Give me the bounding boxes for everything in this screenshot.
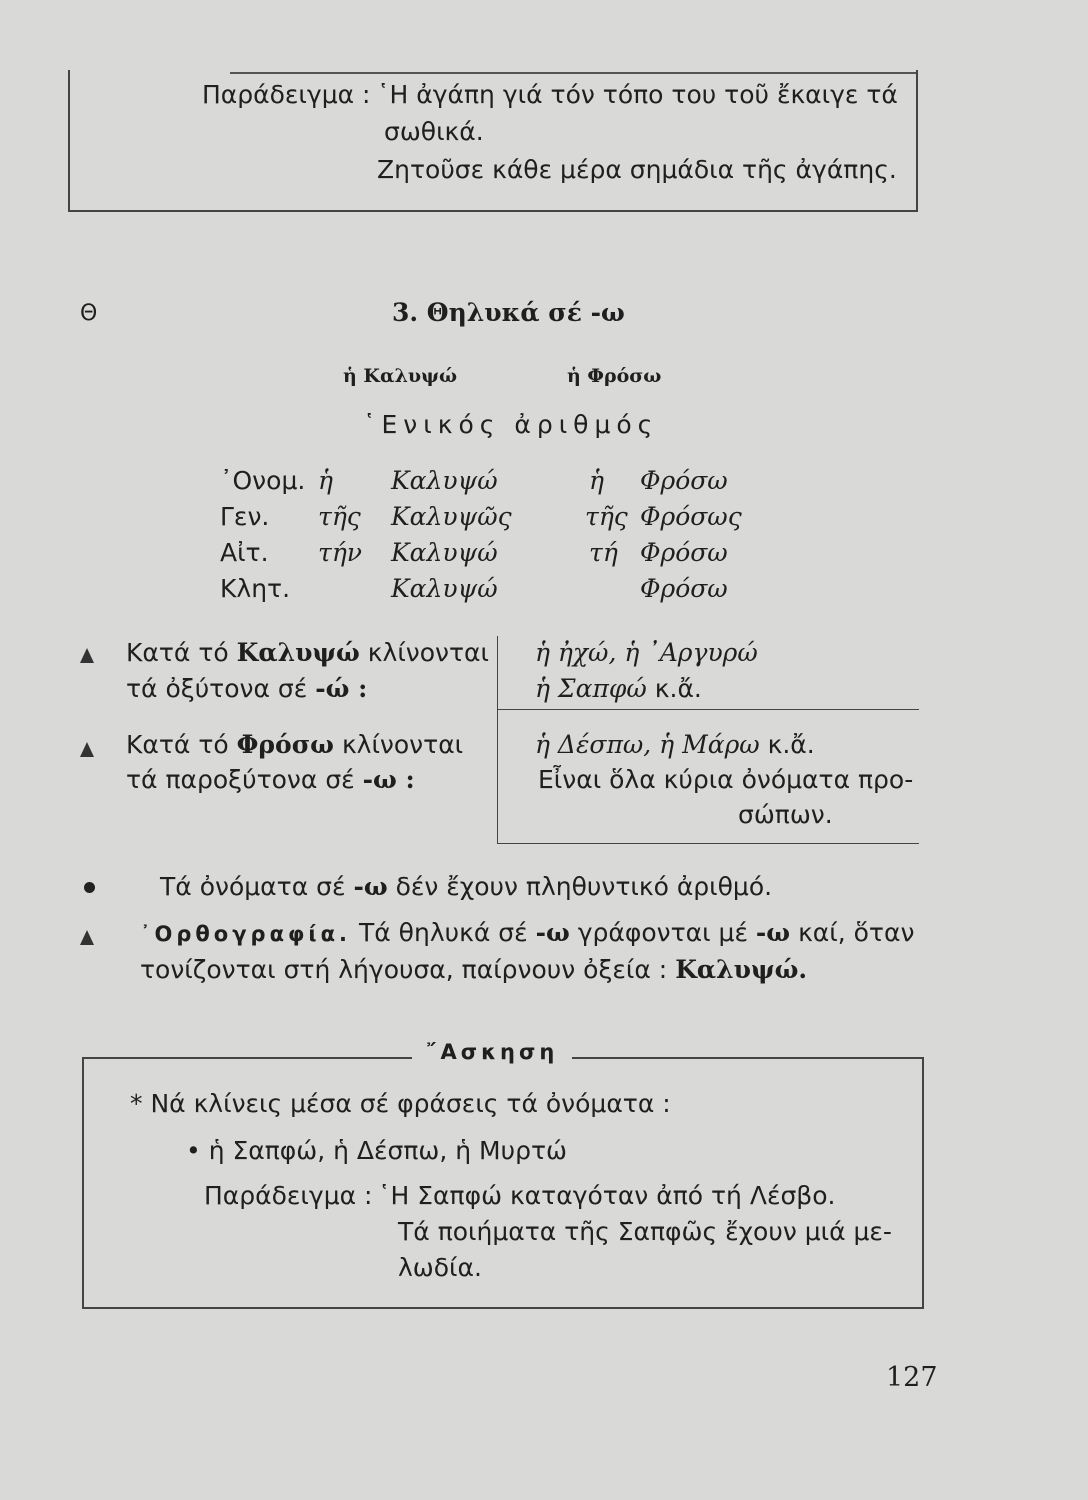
triangle-marker-icon	[80, 648, 94, 663]
section-marker-icon: Θ	[80, 301, 98, 326]
plural-note-pre: Τά ὀνόματα σέ	[160, 872, 346, 901]
number-heading: ῾Ενικός ἀριθμός	[363, 410, 659, 439]
case-genitive: Γεν.	[220, 502, 270, 531]
case-vocative: Κλητ.	[220, 574, 291, 603]
note-1-right-1: ἡ ἠχώ, ἡ ᾿Αργυρώ	[535, 638, 758, 667]
article-1-genitive: τῆς	[318, 502, 361, 531]
word-2-vocative: Φρόσω	[640, 574, 728, 603]
note-1-pre: Κατά τό	[126, 638, 229, 667]
exercise-example-label: Παράδειγμα :	[204, 1181, 373, 1210]
exercise-title: ῎Ασκηση	[412, 1040, 572, 1064]
exercise-words: • ἡ Σαπφώ, ἡ Δέσπω, ἡ Μυρτώ	[186, 1136, 567, 1165]
word-1-genitive: Καλυψῶς	[391, 502, 512, 531]
triangle-marker-icon	[80, 930, 94, 945]
exercise-example-3: λωδία.	[398, 1253, 482, 1282]
triangle-marker-icon	[80, 742, 94, 757]
orthography-text-a: Τά θηλυκά σέ	[358, 918, 528, 947]
note-1-right-2-abbr: κ.ἄ.	[654, 674, 702, 703]
note-1-line-2	[126, 674, 367, 704]
column-head-2: ἡ Φρόσω	[567, 365, 662, 387]
note-2-pre: Κατά τό	[126, 730, 229, 759]
article-1-nominative: ἡ	[318, 466, 333, 495]
orthography-line-2	[140, 955, 807, 985]
orthography-text-c: γράφονται μέ	[577, 918, 748, 947]
note-1-right-2-italic: ἡ Σαπφώ	[535, 674, 647, 703]
note-2-right-1-italic: ἡ Δέσπω, ἡ Μάρω	[535, 730, 760, 759]
orthography-line-2-bold: Καλυψώ.	[675, 955, 808, 984]
note-2-post: κλίνονται	[341, 730, 464, 759]
note-2-line-2-pre: τά παροξύτονα σέ	[126, 765, 355, 794]
article-2-nominative: ἡ	[589, 466, 604, 495]
bullet-dot-icon	[84, 882, 95, 893]
plural-note-bold: -ω	[353, 872, 388, 901]
example-line-3: Ζητοῦσε κάθε μέρα σημάδια τῆς ἀγάπης.	[377, 155, 897, 184]
note-2-line-1	[126, 730, 463, 760]
case-accusative: Αἰτ.	[220, 538, 269, 567]
word-2-genitive: Φρόσως	[640, 502, 742, 531]
page-number: 127	[886, 1362, 938, 1393]
notes-divider-bottom	[497, 843, 919, 844]
notes-divider-middle	[497, 709, 919, 710]
exercise-instruction: * Νά κλίνεις μέσα σέ φράσεις τά ὀνόματα :	[130, 1089, 671, 1118]
orthography-text-e: καί, ὅταν	[798, 918, 915, 947]
example-line-1: ῾Η ἀγάπη γιά τόν τόπο του τοῦ ἔκαιγε τά	[377, 80, 898, 109]
orthography-text-b: -ω	[535, 918, 570, 947]
note-2-line-2	[126, 765, 415, 795]
example-line-2: σωθικά.	[384, 117, 484, 146]
orthography-line-2-text: τονίζονται στή λήγουσα, παίρνουν ὀξεία :	[140, 955, 668, 984]
example-label: Παράδειγμα :	[202, 80, 371, 109]
orthography-line-1	[140, 918, 914, 948]
case-nominative: ᾿Ονομ.	[220, 466, 306, 495]
word-2-nominative: Φρόσω	[640, 466, 728, 495]
column-head-1: ἡ Καλυψώ	[343, 365, 458, 387]
orthography-text-d: -ω	[755, 918, 791, 947]
article-1-accusative: τήν	[318, 538, 363, 567]
article-2-genitive: τῆς	[585, 502, 628, 531]
article-2-accusative: τή	[589, 538, 618, 567]
note-2-bold: Φρόσω	[236, 730, 334, 759]
exercise-example-1: ῾Η Σαπφώ καταγόταν ἀπό τή Λέσβο.	[378, 1181, 836, 1210]
note-1-bold: Καλυψώ	[236, 638, 360, 667]
notes-divider-vertical	[497, 636, 498, 844]
example-box-top-border	[230, 72, 916, 74]
note-2-right-1	[535, 730, 815, 760]
plural-note-post: δέν ἔχουν πληθυντικό ἀριθμό.	[395, 872, 773, 901]
word-2-accusative: Φρόσω	[640, 538, 728, 567]
section-title: 3. Θηλυκά σέ -ω	[392, 298, 625, 327]
note-1-line-2-bold: -ώ :	[315, 674, 368, 703]
word-1-accusative: Καλυψώ	[391, 538, 498, 567]
word-1-vocative: Καλυψώ	[391, 574, 498, 603]
note-1-line-1	[126, 638, 489, 668]
note-1-post: κλίνονται	[367, 638, 490, 667]
orthography-label: ᾿Ορθογραφία.	[140, 922, 352, 946]
note-2-right-2: Εἶναι ὅλα κύρια ὀνόματα προ-	[538, 765, 914, 794]
plural-note	[160, 872, 772, 902]
word-1-nominative: Καλυψώ	[391, 466, 498, 495]
note-1-right-2	[535, 674, 702, 704]
note-2-right-3: σώπων.	[738, 800, 833, 829]
note-2-right-1-abbr: κ.ἄ.	[767, 730, 815, 759]
exercise-example-2: Τά ποιήματα τῆς Σαπφῶς ἔχουν μιά με-	[398, 1217, 892, 1246]
note-1-line-2-pre: τά ὀξύτονα σέ	[126, 674, 308, 703]
note-2-line-2-bold: -ω :	[362, 765, 415, 794]
